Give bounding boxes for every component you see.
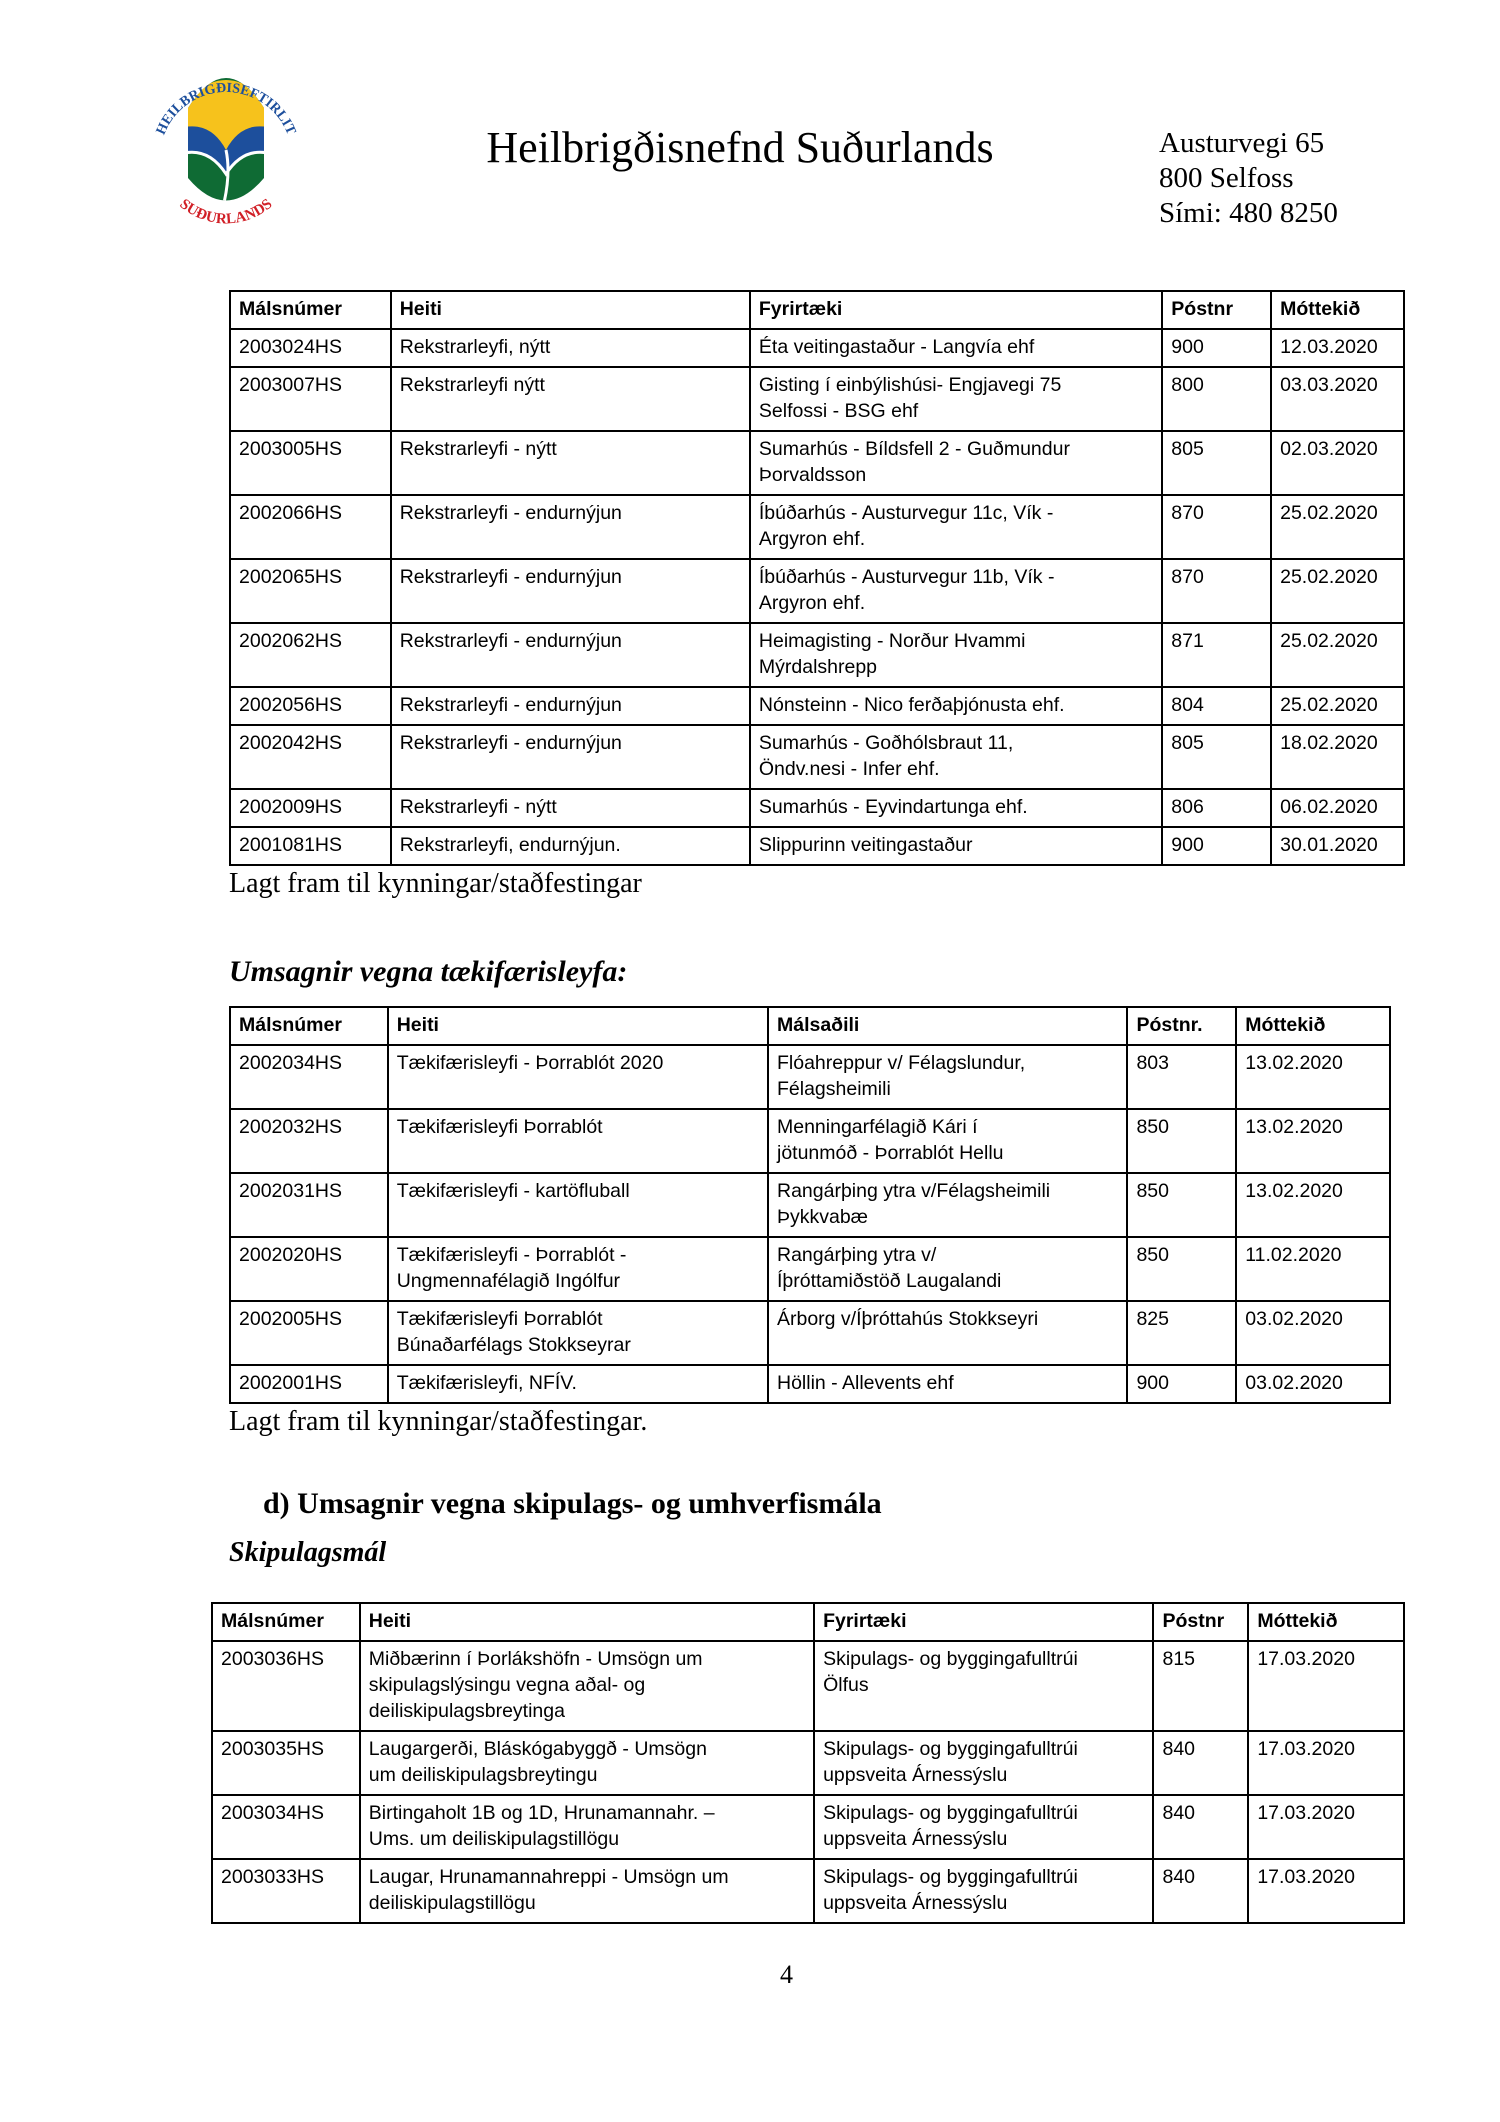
table-cell: 2002042HS bbox=[230, 725, 391, 789]
column-header: Málsnúmer bbox=[212, 1603, 360, 1641]
table-cell: 825 bbox=[1127, 1301, 1236, 1365]
table-cell: 2002009HS bbox=[230, 789, 391, 827]
table-cell: Laugar, Hrunamannahreppi - Umsögn um deiliskipulagstillögu bbox=[360, 1859, 814, 1923]
table-cell: Slippurinn veitingastaður bbox=[750, 827, 1162, 865]
table-cell: Rekstrarleyfi - endurnýjun bbox=[391, 495, 750, 559]
table-cell: 2002005HS bbox=[230, 1301, 388, 1365]
table-cell: 2002056HS bbox=[230, 687, 391, 725]
column-header: Póstnr bbox=[1162, 291, 1271, 329]
table-cell: 803 bbox=[1127, 1045, 1236, 1109]
table-cell: Tækifærisleyfi - Þorrablót 2020 bbox=[388, 1045, 768, 1109]
table-cell: Tækifærisleyfi Þorrablót bbox=[388, 1109, 768, 1173]
table-cell: 840 bbox=[1153, 1859, 1248, 1923]
table-cell: 13.02.2020 bbox=[1236, 1173, 1390, 1237]
table-cell: 871 bbox=[1162, 623, 1271, 687]
table-cell: 03.02.2020 bbox=[1236, 1365, 1390, 1403]
table-cell: 12.03.2020 bbox=[1271, 329, 1404, 367]
table-cell: Tækifærisleyfi Þorrablót Búnaðarfélags Stokkseyrar bbox=[388, 1301, 768, 1365]
table-cell: 805 bbox=[1162, 431, 1271, 495]
svg-text:HEILBRIGÐISEFTIRLIT: HEILBRIGÐISEFTIRLIT bbox=[153, 80, 299, 138]
organization-title: Heilbrigðisnefnd Suðurlands bbox=[486, 123, 994, 172]
table-cell: 2002066HS bbox=[230, 495, 391, 559]
table-cell: Rangárþing ytra v/Félagsheimili Þykkvabæ bbox=[768, 1173, 1127, 1237]
table-cell: Rekstrarleyfi nýtt bbox=[391, 367, 750, 431]
table-cell: Rekstrarleyfi, nýtt bbox=[391, 329, 750, 367]
table-cell: 17.03.2020 bbox=[1248, 1641, 1404, 1731]
table-row bbox=[212, 1641, 1404, 1731]
table-cell: 850 bbox=[1127, 1173, 1236, 1237]
table-row bbox=[230, 1365, 1390, 1403]
table-cell: Nónsteinn - Nico ferðaþjónusta ehf. bbox=[750, 687, 1162, 725]
table-cell: 870 bbox=[1162, 495, 1271, 559]
table-cell: Birtingaholt 1B og 1D, Hrunamannahr. – Ums. um deiliskipulagstillögu bbox=[360, 1795, 814, 1859]
table-cell: 2003024HS bbox=[230, 329, 391, 367]
table-cell: 815 bbox=[1153, 1641, 1248, 1731]
table-cell: Sumarhús - Eyvindartunga ehf. bbox=[750, 789, 1162, 827]
table-cell: 25.02.2020 bbox=[1271, 687, 1404, 725]
table-cell: 2003007HS bbox=[230, 367, 391, 431]
table-cell: 11.02.2020 bbox=[1236, 1237, 1390, 1301]
table-cell: 800 bbox=[1162, 367, 1271, 431]
table-row bbox=[230, 1301, 1390, 1365]
table-cell: Skipulags- og byggingafulltrúi uppsveita Árnessýslu bbox=[814, 1859, 1153, 1923]
table-cell: 30.01.2020 bbox=[1271, 827, 1404, 865]
table-row bbox=[230, 789, 1404, 827]
table-cell: 03.02.2020 bbox=[1236, 1301, 1390, 1365]
table-cell: 18.02.2020 bbox=[1271, 725, 1404, 789]
table-cell: 870 bbox=[1162, 559, 1271, 623]
table-row bbox=[230, 1237, 1390, 1301]
column-header: Fyrirtæki bbox=[750, 291, 1162, 329]
table-cell: Sumarhús - Goðhólsbraut 11, Öndv.nesi - Infer ehf. bbox=[750, 725, 1162, 789]
table-cell: Tækifærisleyfi - Þorrablót - Ungmennafélagið Ingólfur bbox=[388, 1237, 768, 1301]
table-row bbox=[230, 725, 1404, 789]
table-cell: Rekstrarleyfi, endurnýjun. bbox=[391, 827, 750, 865]
table-cell: Tækifærisleyfi, NFÍV. bbox=[388, 1365, 768, 1403]
table-cell: 06.02.2020 bbox=[1271, 789, 1404, 827]
table-cell: 2002020HS bbox=[230, 1237, 388, 1301]
table-cell: 17.03.2020 bbox=[1248, 1731, 1404, 1795]
table-cell: 2002034HS bbox=[230, 1045, 388, 1109]
table-cell: Rekstrarleyfi - endurnýjun bbox=[391, 687, 750, 725]
table-cell: 900 bbox=[1162, 827, 1271, 865]
table-cell: Éta veitingastaður - Langvía ehf bbox=[750, 329, 1162, 367]
table-row bbox=[230, 495, 1404, 559]
table-cell: 17.03.2020 bbox=[1248, 1795, 1404, 1859]
phone-line: Sími: 480 8250 bbox=[1159, 197, 1338, 229]
table-row bbox=[230, 1173, 1390, 1237]
table-cell: 2002062HS bbox=[230, 623, 391, 687]
table-row bbox=[230, 1109, 1390, 1173]
table-cell: Sumarhús - Bíldsfell 2 - Guðmundur Þorvaldsson bbox=[750, 431, 1162, 495]
table-cell: Íbúðarhús - Austurvegur 11c, Vík - Argyron ehf. bbox=[750, 495, 1162, 559]
table-cell: Laugargerði, Bláskógabyggð - Umsögn um deiliskipulagsbreytingu bbox=[360, 1731, 814, 1795]
table-row bbox=[230, 329, 1404, 367]
table-row bbox=[230, 1045, 1390, 1109]
table-cell: 840 bbox=[1153, 1795, 1248, 1859]
address-line: Austurvegi 65 bbox=[1159, 127, 1325, 159]
column-header: Heiti bbox=[388, 1007, 768, 1045]
table-cell: Heimagisting - Norður Hvammi Mýrdalshrepp bbox=[750, 623, 1162, 687]
table-cell: 900 bbox=[1127, 1365, 1236, 1403]
table-cell: Rekstrarleyfi - nýtt bbox=[391, 431, 750, 495]
table-cell: 03.03.2020 bbox=[1271, 367, 1404, 431]
table-cell: 805 bbox=[1162, 725, 1271, 789]
table-cell: 2002001HS bbox=[230, 1365, 388, 1403]
table-cell: 2002032HS bbox=[230, 1109, 388, 1173]
table-cell: Menningarfélagið Kári í jötunmóð - Þorrablót Hellu bbox=[768, 1109, 1127, 1173]
table-cell: Skipulags- og byggingafulltrúi uppsveita Árnessýslu bbox=[814, 1731, 1153, 1795]
document-body bbox=[0, 290, 1500, 1990]
column-header: Málsaðili bbox=[768, 1007, 1127, 1045]
table-row bbox=[230, 367, 1404, 431]
organization-logo bbox=[140, 58, 312, 230]
table-cell: 2001081HS bbox=[230, 827, 391, 865]
table-cell: 840 bbox=[1153, 1731, 1248, 1795]
column-header: Póstnr. bbox=[1127, 1007, 1236, 1045]
table-row bbox=[230, 559, 1404, 623]
table-row bbox=[230, 623, 1404, 687]
subheading-planning: Skipulagsmál bbox=[229, 1537, 387, 1568]
table-cell: Miðbærinn í Þorlákshöfn - Umsögn um skipulagslýsingu vegna aðal- og deiliskipulagsbreytinga bbox=[360, 1641, 814, 1731]
table-cell: 2003035HS bbox=[212, 1731, 360, 1795]
planning-table bbox=[211, 1602, 1405, 1924]
table-cell: 02.03.2020 bbox=[1271, 431, 1404, 495]
svg-text:SUÐURLANDS: SUÐURLANDS bbox=[176, 196, 276, 228]
table-cell: Árborg v/Íþróttahús Stokkseyri bbox=[768, 1301, 1127, 1365]
table-row bbox=[212, 1859, 1404, 1923]
table-cell: Tækifærisleyfi - kartöfluball bbox=[388, 1173, 768, 1237]
table-cell: 2003036HS bbox=[212, 1641, 360, 1731]
address-block bbox=[1159, 126, 1338, 231]
table-cell: 900 bbox=[1162, 329, 1271, 367]
table-cell: 850 bbox=[1127, 1237, 1236, 1301]
table-header-row bbox=[230, 1007, 1390, 1045]
table-cell: 2003005HS bbox=[230, 431, 391, 495]
column-header: Móttekið bbox=[1248, 1603, 1404, 1641]
table-cell: Rekstrarleyfi - nýtt bbox=[391, 789, 750, 827]
note-presented: Lagt fram til kynningar/staðfestingar bbox=[229, 868, 642, 899]
table-cell: Rekstrarleyfi - endurnýjun bbox=[391, 623, 750, 687]
section-heading-occasional-licences: Umsagnir vegna tækifærisleyfa: bbox=[229, 955, 628, 988]
table-cell: 25.02.2020 bbox=[1271, 623, 1404, 687]
column-header: Móttekið bbox=[1236, 1007, 1390, 1045]
table-cell: Rekstrarleyfi - endurnýjun bbox=[391, 725, 750, 789]
table-row bbox=[212, 1731, 1404, 1795]
table-cell: 2002065HS bbox=[230, 559, 391, 623]
table-cell: Rangárþing ytra v/ Íþróttamiðstöð Laugalandi bbox=[768, 1237, 1127, 1301]
table-cell: Flóahreppur v/ Félagslundur, Félagsheimili bbox=[768, 1045, 1127, 1109]
table-header-row bbox=[212, 1603, 1404, 1641]
column-header: Móttekið bbox=[1271, 291, 1404, 329]
table-cell: Skipulags- og byggingafulltrúi uppsveita Árnessýslu bbox=[814, 1795, 1153, 1859]
table-cell: Íbúðarhús - Austurvegur 11b, Vík - Argyron ehf. bbox=[750, 559, 1162, 623]
table-row bbox=[230, 827, 1404, 865]
table-cell: 806 bbox=[1162, 789, 1271, 827]
table-row bbox=[212, 1795, 1404, 1859]
table-header-row bbox=[230, 291, 1404, 329]
table-cell: 2002031HS bbox=[230, 1173, 388, 1237]
column-header: Póstnr bbox=[1153, 1603, 1248, 1641]
table-row bbox=[230, 687, 1404, 725]
table-cell: Rekstrarleyfi - endurnýjun bbox=[391, 559, 750, 623]
page-number: 4 bbox=[780, 1960, 793, 1989]
table-cell: 25.02.2020 bbox=[1271, 495, 1404, 559]
table-cell: Höllin - Allevents ehf bbox=[768, 1365, 1127, 1403]
table-cell: 2003034HS bbox=[212, 1795, 360, 1859]
column-header: Heiti bbox=[360, 1603, 814, 1641]
column-header: Heiti bbox=[391, 291, 750, 329]
occasional-licence-table bbox=[229, 1006, 1391, 1404]
column-header: Málsnúmer bbox=[230, 1007, 388, 1045]
address-line: 800 Selfoss bbox=[1159, 162, 1294, 194]
table-cell: Gisting í einbýlishúsi- Engjavegi 75 Selfossi - BSG ehf bbox=[750, 367, 1162, 431]
column-header: Fyrirtæki bbox=[814, 1603, 1153, 1641]
table-cell: 13.02.2020 bbox=[1236, 1109, 1390, 1173]
table-cell: Skipulags- og byggingafulltrúi Ölfus bbox=[814, 1641, 1153, 1731]
table-cell: 17.03.2020 bbox=[1248, 1859, 1404, 1923]
table-cell: 25.02.2020 bbox=[1271, 559, 1404, 623]
operating-licence-table bbox=[229, 290, 1405, 866]
table-row bbox=[230, 431, 1404, 495]
note-presented: Lagt fram til kynningar/staðfestingar. bbox=[229, 1406, 648, 1437]
table-cell: 13.02.2020 bbox=[1236, 1045, 1390, 1109]
table-cell: 804 bbox=[1162, 687, 1271, 725]
table-cell: 2003033HS bbox=[212, 1859, 360, 1923]
column-header: Málsnúmer bbox=[230, 291, 391, 329]
section-heading-planning: d) Umsagnir vegna skipulags- og umhverfismála bbox=[263, 1487, 882, 1520]
table-cell: 850 bbox=[1127, 1109, 1236, 1173]
